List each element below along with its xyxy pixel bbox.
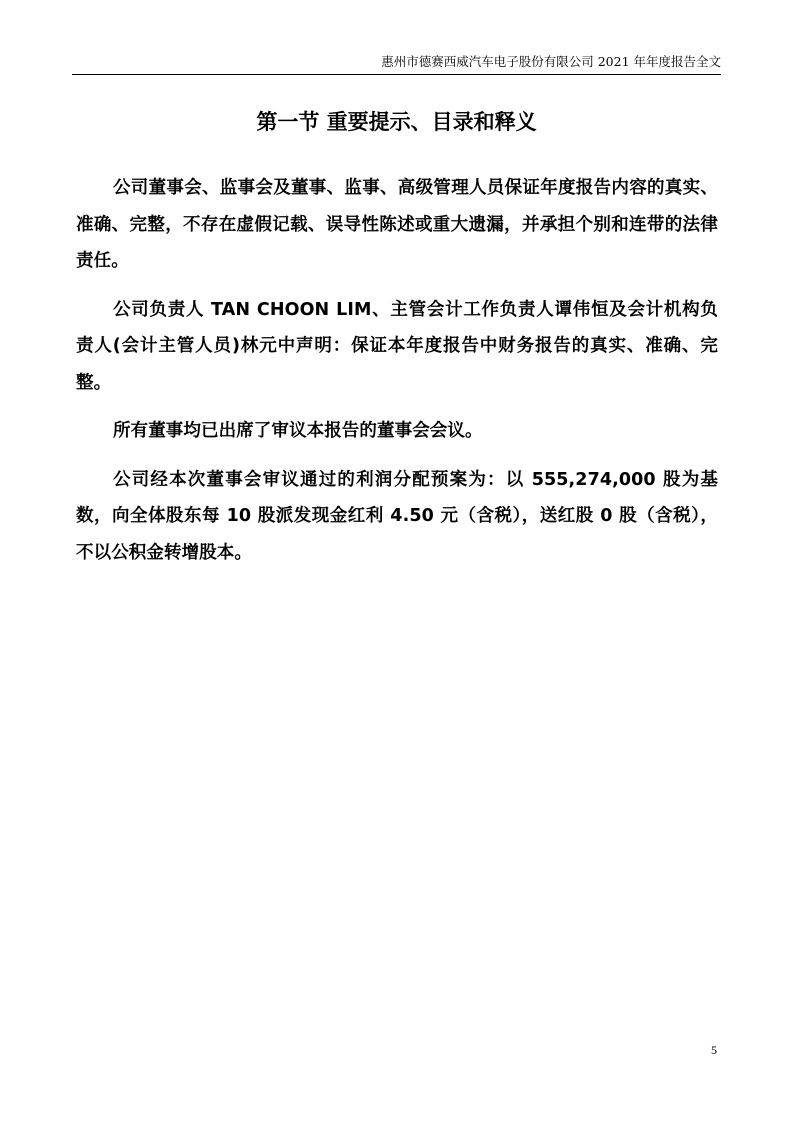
paragraph-profit-distribution: 公司经本次董事会审议通过的利润分配预案为：以 555,274,000 股为基数，向全体股东每 10 股派发现金红利 4.50 元（含税），送红股 0 股（含税），不以公积金转增股本。 [76,469,718,563]
page-number: 5 [711,1043,717,1057]
paragraph-executives-declaration: 公司负责人 TAN CHOON LIM、主管会计工作负责人谭伟恒及会计机构负责人(会计主管人员)林元中声明：保证本年度报告中财务报告的真实、准确、完整。 [76,299,718,393]
paragraph-responsibility-statement: 公司董事会、监事会及董事、监事、高级管理人员保证年度报告内容的真实、准确、完整，不存在虚假记载、误导性陈述或重大遗漏，并承担个别和连带的法律责任。 [76,178,718,271]
paragraph-board-attendance: 所有董事均已出席了审议本报告的董事会会议。 [113,421,483,441]
section-title: 第一节 重要提示、目录和释义 [256,110,537,134]
body-text [76,170,718,583]
header-text: 惠州市德赛西威汽车电子股份有限公司 2021 年年度报告全文 [381,54,721,69]
page-header [72,52,721,75]
